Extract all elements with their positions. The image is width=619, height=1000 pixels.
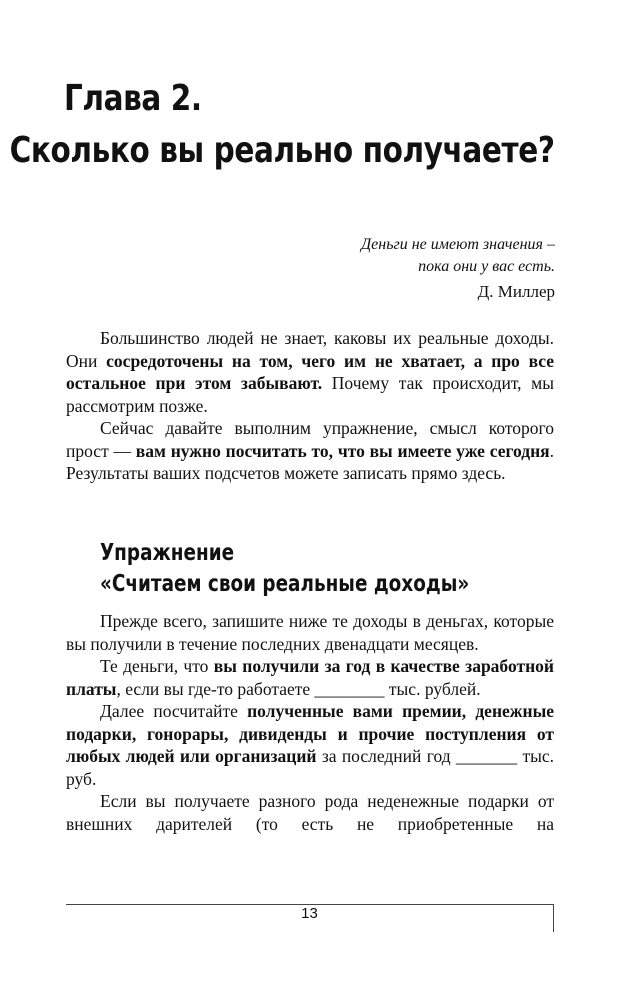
body-p2-text-c: , если вы где-то работаете ________ тыс. рублей. bbox=[116, 678, 481, 699]
body-p3-text-c: за последний год _______ тыс. руб. bbox=[66, 746, 555, 789]
intro-paragraph-2 bbox=[66, 417, 554, 485]
body-paragraph-4: Если вы получаете разного рода неденежные подарки от внешних дарителей (то есть не приобретенные на bbox=[66, 791, 554, 834]
body-p3-text-a: Далее посчитайте bbox=[100, 701, 248, 721]
intro-p1-bold: сосредоточены на том, чего им не хватает, а про все остальное при этом забывают. bbox=[66, 350, 555, 393]
epigraph-line-1: Деньги не имеют значения – bbox=[360, 236, 555, 253]
exercise-text bbox=[66, 610, 554, 835]
exercise-heading-line-1: Упражнение bbox=[100, 540, 235, 566]
chapter-title: Сколько вы реально получаете? bbox=[10, 130, 555, 171]
intro-p1-text-c: Почему так происходит, мы рассмотрим позже. bbox=[66, 373, 554, 416]
chapter-label: Глава 2. bbox=[64, 78, 202, 119]
intro-p2-text-c: . Результаты ваших подсчетов можете записать прямо здесь. bbox=[66, 440, 554, 483]
exercise-heading-line-2: «Считаем свои реальные доходы» bbox=[100, 571, 470, 597]
body-p2-text-a: Те деньги, что bbox=[100, 656, 214, 676]
body-p2-bold: вы получили за год в качестве заработной платы bbox=[66, 656, 554, 699]
intro-p2-bold: вам нужно посчитать то, что вы имеете уже сегодня bbox=[135, 440, 550, 461]
body-p3-bold: полученные вами премии, денежные подарки, гонорары, дивиденды и прочие поступления от любых людей или организаций bbox=[66, 701, 555, 766]
body-paragraph-2 bbox=[66, 655, 554, 700]
intro-text bbox=[66, 327, 554, 485]
intro-p2-text-a: Сейчас давайте выполним упражнение, смысл которого прост — bbox=[66, 418, 554, 461]
body-paragraph-3 bbox=[66, 700, 554, 790]
epigraph-author: Д. Миллер bbox=[477, 282, 555, 301]
epigraph-line-2: пока они у вас есть. bbox=[418, 258, 555, 275]
exercise-heading bbox=[100, 538, 469, 600]
body-paragraph-1: Прежде всего, запишите ниже те доходы в деньгах, которые вы получили в течение последних двенадцати месяцев. bbox=[66, 611, 554, 654]
intro-paragraph-1 bbox=[66, 327, 554, 417]
page-number: 13 bbox=[301, 905, 318, 922]
epigraph bbox=[361, 234, 555, 303]
intro-p1-text-a: Большинство людей не знает, каковы их реальные доходы. Они bbox=[66, 328, 554, 371]
